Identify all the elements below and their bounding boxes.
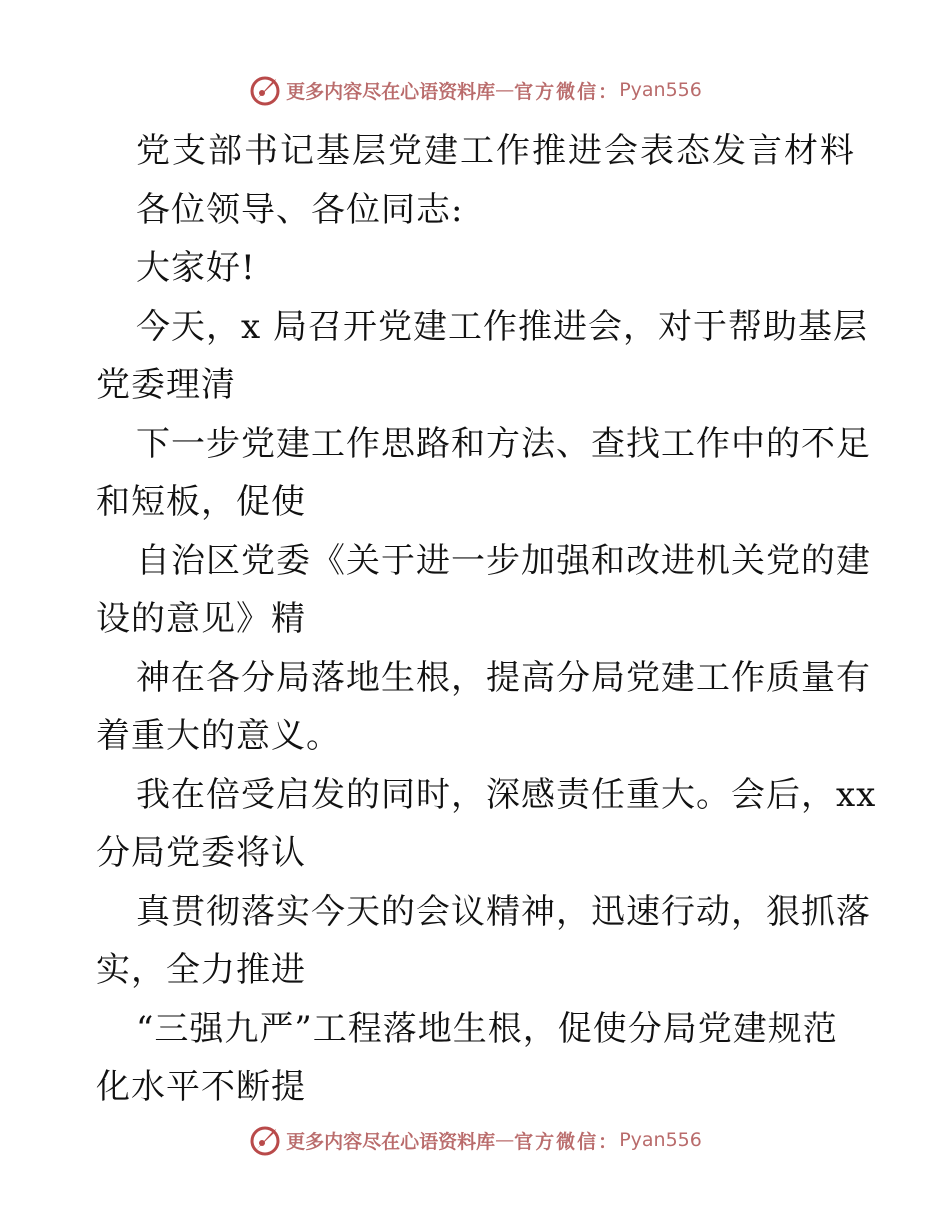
- quill-logo-icon: [248, 73, 282, 107]
- document-line: 神在各分局落地生根，提高分局党建工作质量有: [136, 657, 871, 698]
- watermark-label: 官方微信：: [514, 80, 620, 103]
- watermark-label: 官方微信：: [514, 1130, 620, 1153]
- document-line: 今天，x 局召开党建工作推进会，对于帮助基层: [136, 306, 868, 347]
- document-line: 党委理清: [96, 365, 236, 405]
- document-line: 和短板，促使: [96, 482, 306, 522]
- document-line: 大家好!: [136, 248, 256, 288]
- watermark-header: [0, 70, 950, 110]
- document-title: 党支部书记基层党建工作推进会表态发言材料: [136, 131, 856, 171]
- document-line: 我在倍受启发的同时，深感责任重大。会后，xx: [136, 774, 877, 815]
- quill-logo-icon: [248, 1123, 282, 1157]
- watermark-wechat-id: Pyan556: [619, 79, 702, 101]
- document-line: 各位领导、各位同志:: [136, 189, 464, 230]
- document-line: “三强九严”工程落地生根，促使分局党建规范: [136, 1008, 838, 1049]
- document-line: 着重大的意义。: [96, 716, 341, 756]
- document-line: 自治区党委《关于进一步加强和改进机关党的建: [136, 540, 871, 581]
- document-line: 分局党委将认: [96, 833, 306, 873]
- document-line: 下一步党建工作思路和方法、查找工作中的不足: [136, 423, 871, 464]
- document-line: 实，全力推进: [96, 950, 306, 990]
- watermark-dash: —: [495, 79, 515, 101]
- watermark-wechat-id: Pyan556: [619, 1129, 702, 1151]
- document-line: 设的意见》精: [96, 599, 306, 639]
- document-line: 化水平不断提: [96, 1067, 306, 1107]
- document-line: 真贯彻落实今天的会议精神，迅速行动，狠抓落: [136, 891, 871, 932]
- watermark-footer: [0, 1120, 950, 1160]
- watermark-dash: —: [495, 1129, 515, 1151]
- watermark-site: 更多内容尽在心语资料库: [286, 1130, 496, 1153]
- watermark-site: 更多内容尽在心语资料库: [286, 80, 496, 103]
- document-body: [96, 122, 877, 1117]
- document-lines: [96, 181, 877, 1117]
